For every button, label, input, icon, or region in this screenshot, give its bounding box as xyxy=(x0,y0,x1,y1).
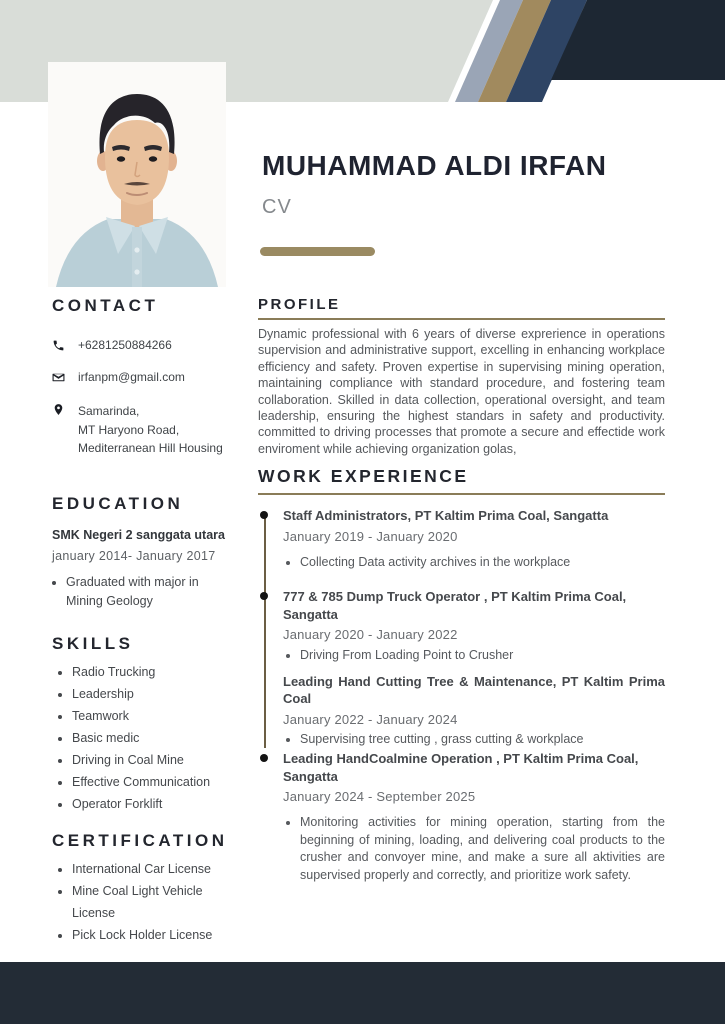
job-entry xyxy=(283,750,665,884)
sidebar xyxy=(52,296,248,947)
profile-heading: PROFILE xyxy=(258,296,341,313)
certification-item: • Pick Lock Holder License xyxy=(72,925,248,947)
profile-underline xyxy=(258,318,665,320)
main-column xyxy=(258,296,665,884)
timeline-line xyxy=(264,516,266,748)
person-name: MUHAMMAD ALDI IRFAN xyxy=(262,150,607,181)
profile-photo xyxy=(48,62,226,287)
job-entry xyxy=(283,507,665,571)
skill-item: • Leadership xyxy=(72,684,248,706)
certification-item: • Mine Coal Light Vehicle License xyxy=(72,881,248,925)
job-title: Leading HandCoalmine Operation , PT Kaltim Prima Coal, Sangatta xyxy=(283,751,639,784)
job-dates: January 2019 - January 2020 xyxy=(283,528,458,544)
contact-address-row xyxy=(52,402,248,458)
skill-item: • Operator Forklift xyxy=(72,794,248,816)
work-experience-heading: WORK EXPERIENCE xyxy=(258,466,469,486)
skill-item: • Teamwork xyxy=(72,706,248,728)
skill-item: • Radio Trucking xyxy=(72,662,248,684)
skill-item: • Effective Communication xyxy=(72,772,248,794)
work-underline xyxy=(258,493,665,495)
skills-section xyxy=(52,634,248,815)
address-line-1: Samarinda, xyxy=(78,404,140,418)
footer-band xyxy=(0,962,725,1024)
address-line-2: MT Haryono Road, xyxy=(78,422,180,437)
mail-icon xyxy=(52,370,66,387)
timeline-dot xyxy=(260,511,268,519)
job-entry xyxy=(283,673,665,749)
accent-bar xyxy=(260,247,375,256)
job-entry xyxy=(283,588,665,665)
address-value xyxy=(78,402,223,458)
job-bullet: • Driving From Loading Point to Crusher xyxy=(300,647,665,665)
phone-icon xyxy=(52,338,66,355)
contact-heading: CONTACT xyxy=(52,296,159,315)
education-school: SMK Negeri 2 sanggata utara xyxy=(52,527,225,542)
timeline-dot xyxy=(260,754,268,762)
education-section xyxy=(52,494,248,611)
address-line-3: Mediterranean Hill Housing xyxy=(78,441,223,456)
profile-text: Dynamic professional with 6 years of diverse exprerience in operations supervision and administrative support, excelling in enhancing workplace efficiency and safety. Proven expertise in supervising mining operation, maintaining compliance with standard procedure, and fostering team collaboration. Skilled in data collection, operational oversight, and team leadership, ensuring the highest standars in safety and productivity. committed to driving processes that promote a secure and effectide work enviroment while achieving organization golas, xyxy=(258,327,665,456)
certification-item: • International Car License xyxy=(72,859,248,881)
skill-item: • Basic medic xyxy=(72,728,248,750)
cv-subtitle: CV xyxy=(262,196,292,218)
email-value: irfanpm@gmail.com xyxy=(78,370,185,384)
contact-email-row xyxy=(52,370,248,387)
job-title: Staff Administrators, PT Kaltim Prima Coal, Sangatta xyxy=(283,508,609,523)
skills-heading: SKILLS xyxy=(52,634,134,654)
job-dates: January 2020 - January 2022 xyxy=(283,627,458,643)
timeline-dot xyxy=(260,592,268,600)
certification-section xyxy=(52,831,248,947)
contact-phone-row xyxy=(52,338,248,355)
job-bullet: • Collecting Data activity archives in the workplace xyxy=(300,554,665,572)
job-dates: January 2024 - September 2025 xyxy=(283,789,476,805)
certification-heading: CERTIFICATION xyxy=(52,831,228,851)
pin-icon xyxy=(52,402,66,458)
job-title: 777 & 785 Dump Truck Operator , PT Kaltim Prima Coal, Sangatta xyxy=(283,589,627,622)
job-dates: January 2022 - January 2024 xyxy=(283,711,458,727)
work-experience-list xyxy=(258,507,665,884)
job-title: Leading Hand Cutting Tree & Maintenance, PT Kaltim Prima Coal xyxy=(283,673,665,707)
education-heading: EDUCATION xyxy=(52,493,184,513)
education-bullet: • Graduated with major in Mining Geology xyxy=(66,573,216,611)
job-bullet: • Supervising tree cutting , grass cutting & workplace xyxy=(300,731,665,749)
education-dates: january 2014- January 2017 xyxy=(52,548,216,563)
job-bullet: • Monitoring activities for mining operation, starting from the beginning of mining, loading, and delivering coal products to the crusher and convoyer mine, and make a sure all aktivities are supervised properly and correctly, and prioritize work safety. xyxy=(300,814,665,884)
portrait-illustration xyxy=(48,62,226,287)
skill-item: • Driving in Coal Mine xyxy=(72,750,248,772)
phone-value: +6281250884266 xyxy=(78,338,172,352)
